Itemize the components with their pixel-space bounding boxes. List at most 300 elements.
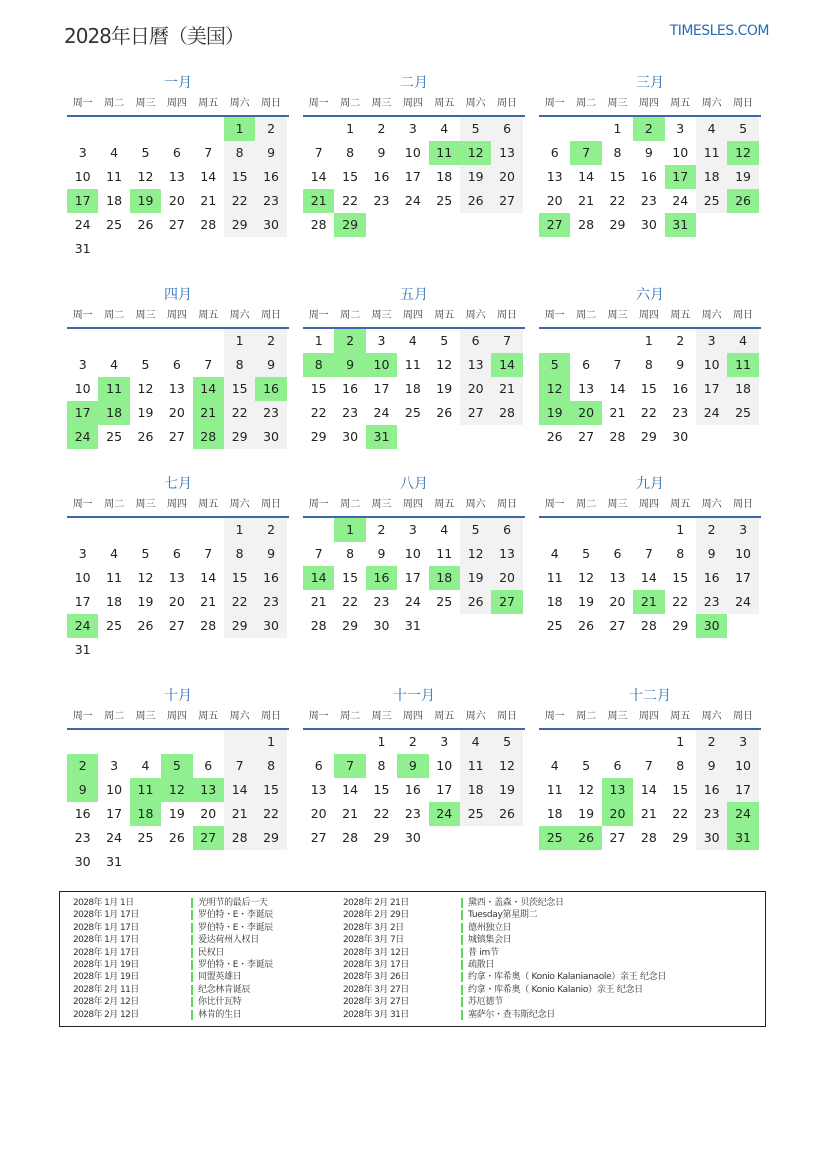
day-cell: 8 [224, 141, 255, 165]
day-cell: 9 [334, 353, 365, 377]
day-cell: 1 [676, 522, 685, 537]
day-cell: 6 [582, 357, 591, 372]
day-cell: 5 [440, 333, 449, 348]
day-cell: 12 [137, 570, 154, 585]
day-cell: 28 [609, 429, 626, 444]
empty-day-cell [67, 329, 98, 353]
day-cell: 11 [546, 570, 563, 585]
week-row [67, 237, 289, 261]
day-cell: 21 [633, 590, 664, 614]
day-cell: 2 [696, 730, 727, 754]
day-cell: 4 [696, 117, 727, 141]
month-calendar [539, 686, 761, 850]
empty-day-cell [67, 117, 98, 141]
day-cell: 25 [137, 830, 154, 845]
day-cell: 29 [609, 217, 626, 232]
day-cell: 15 [224, 165, 255, 189]
holiday-name: 约拿・库希奥（ Konio Kalanio）亲王 纪念日 [468, 984, 643, 995]
month-title: 八月 [400, 476, 428, 492]
day-cell: 15 [609, 169, 626, 184]
empty-day-cell [570, 117, 601, 141]
empty-day-cell [161, 850, 192, 874]
day-cell: 25 [539, 826, 570, 850]
week-row [539, 165, 761, 189]
day-cell: 18 [106, 193, 123, 208]
weekday-header [67, 706, 289, 730]
day-cell: 10 [404, 546, 421, 561]
holiday-item [343, 984, 666, 996]
day-cell: 27 [460, 401, 491, 425]
day-cell: 21 [342, 806, 359, 821]
weekday-label: 周二 [576, 499, 597, 510]
day-cell: 6 [491, 117, 522, 141]
day-cell: 28 [310, 618, 327, 633]
weekday-label: 周五 [198, 499, 219, 510]
day-cell: 10 [436, 758, 453, 773]
holiday-name: 约拿・库希奥（ Konio Kalanianaole）亲王 纪念日 [468, 972, 667, 983]
day-cell: 27 [578, 429, 595, 444]
holiday-marker [461, 985, 463, 995]
day-cell: 2 [255, 329, 286, 353]
week-row [67, 353, 289, 377]
holiday-item [343, 922, 666, 934]
holiday-marker [191, 972, 193, 982]
weekday-header [539, 494, 761, 518]
empty-day-cell [696, 213, 727, 237]
day-cell: 4 [550, 758, 559, 773]
day-cell: 22 [224, 189, 255, 213]
day-cell: 3 [696, 329, 727, 353]
day-cell: 23 [74, 830, 91, 845]
day-cell: 12 [460, 542, 491, 566]
day-cell: 11 [130, 778, 161, 802]
day-cell: 15 [310, 381, 327, 396]
day-cell: 14 [310, 169, 327, 184]
day-cell: 10 [74, 381, 91, 396]
week-row [67, 329, 289, 353]
day-cell: 2 [67, 754, 98, 778]
day-cell: 8 [255, 754, 286, 778]
week-row [303, 778, 525, 802]
day-cell: 18 [404, 381, 421, 396]
holiday-name: 林肯的生日 [198, 1009, 242, 1020]
day-cell: 11 [106, 169, 123, 184]
day-cell: 3 [110, 758, 119, 773]
day-cell: 11 [696, 141, 727, 165]
day-cell: 10 [727, 542, 758, 566]
day-cell: 1 [224, 117, 255, 141]
holiday-name: 光明节的最后一天 [198, 898, 268, 908]
day-cell: 12 [539, 377, 570, 401]
day-cell: 24 [727, 802, 758, 826]
empty-day-cell [366, 213, 397, 237]
weekday-label: 周四 [402, 499, 423, 510]
holiday-list [59, 891, 766, 1027]
empty-day-cell [193, 638, 224, 662]
day-cell: 6 [613, 546, 622, 561]
day-cell: 17 [665, 165, 696, 189]
week-row [539, 802, 761, 826]
day-cell: 18 [106, 594, 123, 609]
day-cell: 10 [366, 353, 397, 377]
empty-day-cell [334, 730, 365, 754]
day-cell: 29 [373, 830, 390, 845]
day-cell: 19 [137, 405, 154, 420]
day-cell: 12 [460, 141, 491, 165]
day-cell: 24 [672, 193, 689, 208]
month-calendar [303, 73, 525, 237]
week-row [539, 141, 761, 165]
week-row [303, 614, 525, 638]
day-cell: 5 [460, 117, 491, 141]
weekday-label: 周六 [465, 310, 486, 321]
day-cell: 18 [98, 401, 129, 425]
day-cell: 7 [204, 145, 213, 160]
week-row [539, 377, 761, 401]
holiday-item [73, 959, 273, 971]
weekday-label: 周四 [638, 98, 659, 109]
day-cell: 19 [578, 594, 595, 609]
day-cell: 31 [106, 854, 123, 869]
day-cell: 16 [672, 381, 689, 396]
day-cell: 5 [141, 145, 150, 160]
day-cell: 23 [696, 802, 727, 826]
day-cell: 14 [303, 566, 334, 590]
day-cell: 20 [491, 566, 522, 590]
month-title: 二月 [400, 75, 428, 91]
day-cell: 13 [168, 381, 185, 396]
day-cell: 12 [137, 169, 154, 184]
day-cell: 19 [130, 189, 161, 213]
month-calendar [67, 474, 289, 662]
empty-day-cell [130, 117, 161, 141]
empty-day-cell [491, 614, 522, 638]
holiday-marker [461, 898, 463, 908]
weekday-label: 周日 [261, 711, 282, 722]
day-cell: 18 [546, 594, 563, 609]
week-row [539, 542, 761, 566]
empty-day-cell [193, 117, 224, 141]
week-row [67, 730, 289, 754]
day-cell: 11 [727, 353, 758, 377]
week-row [67, 189, 289, 213]
weekday-label: 周四 [402, 711, 423, 722]
day-cell: 5 [727, 117, 758, 141]
weekday-label: 周日 [733, 310, 754, 321]
day-cell: 30 [640, 217, 657, 232]
day-cell: 29 [672, 830, 689, 845]
week-row [303, 425, 525, 449]
week-row [539, 566, 761, 590]
day-cell: 4 [440, 121, 449, 136]
weekday-label: 周五 [434, 499, 455, 510]
empty-day-cell [429, 826, 460, 850]
day-cell: 17 [727, 778, 758, 802]
day-cell: 27 [193, 826, 224, 850]
day-cell: 4 [550, 546, 559, 561]
day-cell: 9 [397, 754, 428, 778]
weekday-label: 周五 [434, 98, 455, 109]
day-cell: 30 [404, 830, 421, 845]
week-row [303, 141, 525, 165]
weekday-label: 周一 [72, 98, 93, 109]
holiday-item [73, 922, 273, 934]
holiday-name: 罗伯特・E・李诞辰 [198, 922, 273, 933]
day-cell: 17 [106, 806, 123, 821]
day-cell: 26 [137, 618, 154, 633]
day-cell: 21 [609, 405, 626, 420]
day-cell: 10 [74, 169, 91, 184]
empty-day-cell [130, 329, 161, 353]
day-cell: 17 [436, 782, 453, 797]
empty-day-cell [303, 117, 334, 141]
day-cell: 19 [436, 381, 453, 396]
day-cell: 3 [676, 121, 685, 136]
day-cell: 8 [303, 353, 334, 377]
weekday-label: 周六 [465, 499, 486, 510]
week-row [67, 117, 289, 141]
day-cell: 22 [609, 193, 626, 208]
day-cell: 3 [377, 333, 386, 348]
weekday-label: 周一 [308, 711, 329, 722]
holiday-list-left [73, 897, 273, 1021]
holiday-name: 你比什瓦特 [198, 997, 242, 1008]
empty-day-cell [130, 518, 161, 542]
week-row [539, 189, 761, 213]
day-cell: 13 [168, 570, 185, 585]
weekday-label: 周六 [701, 499, 722, 510]
weekday-label: 周一 [308, 98, 329, 109]
empty-day-cell [161, 237, 192, 261]
holiday-date: 2028年 1月 19日 [73, 972, 139, 983]
day-cell: 27 [539, 213, 570, 237]
holiday-marker [461, 972, 463, 982]
weekday-label: 周四 [166, 98, 187, 109]
day-cell: 26 [137, 217, 154, 232]
day-cell: 28 [640, 618, 657, 633]
holiday-marker [191, 898, 193, 908]
day-cell: 1 [314, 333, 323, 348]
day-cell: 17 [373, 381, 390, 396]
day-cell: 24 [74, 217, 91, 232]
weekday-label: 周五 [198, 98, 219, 109]
day-cell: 9 [644, 145, 653, 160]
weekday-label: 周一 [544, 499, 565, 510]
day-cell: 20 [602, 802, 633, 826]
weekday-label: 周三 [135, 499, 156, 510]
day-cell: 2 [255, 117, 286, 141]
day-cell: 25 [106, 618, 123, 633]
holiday-name: 塞萨尔・查韦斯纪念日 [468, 1009, 556, 1020]
day-cell: 27 [609, 618, 626, 633]
day-cell: 24 [67, 614, 98, 638]
day-cell: 15 [672, 570, 689, 585]
holiday-name: 城镇集会日 [468, 935, 512, 946]
day-cell: 23 [255, 401, 286, 425]
day-cell: 11 [436, 546, 453, 561]
week-row [303, 590, 525, 614]
day-cell: 5 [491, 730, 522, 754]
day-cell: 2 [377, 121, 386, 136]
week-row [303, 377, 525, 401]
empty-day-cell [224, 638, 255, 662]
day-cell: 29 [334, 213, 365, 237]
empty-day-cell [303, 518, 334, 542]
day-cell: 1 [644, 333, 653, 348]
empty-day-cell [193, 329, 224, 353]
weekday-header [67, 494, 289, 518]
day-cell: 26 [436, 405, 453, 420]
week-row [67, 566, 289, 590]
empty-day-cell [633, 518, 664, 542]
weekday-label: 周一 [72, 310, 93, 321]
day-cell: 9 [377, 145, 386, 160]
day-cell: 25 [546, 618, 563, 633]
empty-day-cell [224, 850, 255, 874]
day-cell: 19 [460, 566, 491, 590]
brand-logo-text[interactable]: TIMESLES.COM [669, 23, 769, 39]
day-cell: 13 [578, 381, 595, 396]
empty-day-cell [193, 730, 224, 754]
holiday-name: 罗伯特・E・李诞辰 [198, 910, 273, 921]
week-row [67, 614, 289, 638]
week-row [303, 329, 525, 353]
day-cell: 29 [224, 425, 255, 449]
day-cell: 20 [491, 165, 522, 189]
holiday-item [343, 996, 666, 1008]
day-cell: 15 [342, 169, 359, 184]
day-cell: 21 [303, 189, 334, 213]
day-cell: 8 [676, 758, 685, 773]
day-cell: 6 [314, 758, 323, 773]
day-cell: 29 [224, 213, 255, 237]
day-cell: 7 [224, 754, 255, 778]
holiday-date: 2028年 1月 17日 [73, 910, 139, 921]
day-cell: 22 [640, 405, 657, 420]
day-cell: 16 [696, 778, 727, 802]
holiday-date: 2028年 2月 29日 [343, 910, 409, 921]
holiday-date: 2028年 3月 2日 [343, 922, 404, 933]
day-cell: 23 [640, 193, 657, 208]
day-cell: 30 [255, 425, 286, 449]
day-cell: 24 [696, 401, 727, 425]
month-title: 七月 [164, 476, 192, 492]
weekday-label: 周二 [104, 310, 125, 321]
day-cell: 6 [172, 145, 181, 160]
weekday-header [539, 305, 761, 329]
empty-day-cell [224, 237, 255, 261]
weekday-label: 周六 [229, 310, 250, 321]
day-cell: 29 [342, 618, 359, 633]
empty-day-cell [539, 518, 570, 542]
holiday-date: 2028年 1月 19日 [73, 959, 139, 970]
month-calendar [303, 686, 525, 850]
month-calendar [303, 474, 525, 638]
day-cell: 7 [334, 754, 365, 778]
day-cell: 14 [609, 381, 626, 396]
holiday-name: 民权日 [198, 947, 225, 958]
day-cell: 21 [640, 806, 657, 821]
day-cell: 9 [67, 778, 98, 802]
day-cell: 25 [404, 405, 421, 420]
day-cell: 20 [168, 193, 185, 208]
day-cell: 10 [727, 754, 758, 778]
day-cell: 22 [373, 806, 390, 821]
day-cell: 5 [161, 754, 192, 778]
empty-day-cell [429, 213, 460, 237]
holiday-marker [461, 935, 463, 945]
weekday-label: 周三 [135, 98, 156, 109]
day-cell: 14 [491, 353, 522, 377]
day-cell: 23 [255, 189, 286, 213]
month-title: 一月 [164, 75, 192, 91]
day-cell: 18 [546, 806, 563, 821]
weekday-label: 周日 [733, 98, 754, 109]
day-cell: 20 [168, 405, 185, 420]
day-cell: 19 [727, 165, 758, 189]
day-cell: 8 [346, 145, 355, 160]
week-row [303, 802, 525, 826]
day-cell: 26 [570, 826, 601, 850]
day-cell: 19 [137, 594, 154, 609]
day-cell: 22 [255, 802, 286, 826]
day-cell: 4 [110, 357, 119, 372]
empty-day-cell [161, 117, 192, 141]
day-cell: 13 [460, 353, 491, 377]
weekday-label: 周日 [733, 499, 754, 510]
day-cell: 9 [696, 754, 727, 778]
day-cell: 1 [224, 518, 255, 542]
weekday-label: 周五 [670, 711, 691, 722]
weekday-label: 周一 [308, 499, 329, 510]
day-cell: 29 [310, 429, 327, 444]
day-cell: 30 [342, 429, 359, 444]
day-cell: 28 [640, 830, 657, 845]
weekday-label: 周五 [434, 711, 455, 722]
week-row [67, 377, 289, 401]
empty-day-cell [98, 117, 129, 141]
day-cell: 17 [727, 566, 758, 590]
day-cell: 7 [491, 329, 522, 353]
month-calendar [539, 285, 761, 449]
day-cell: 8 [377, 758, 386, 773]
day-cell: 26 [727, 189, 758, 213]
holiday-item [343, 909, 666, 921]
weekday-label: 周日 [261, 98, 282, 109]
empty-day-cell [397, 213, 428, 237]
weekday-header [539, 706, 761, 730]
day-cell: 26 [546, 429, 563, 444]
day-cell: 27 [491, 189, 522, 213]
empty-day-cell [491, 826, 522, 850]
day-cell: 18 [696, 165, 727, 189]
holiday-item [343, 897, 666, 909]
week-row [303, 518, 525, 542]
empty-day-cell [460, 826, 491, 850]
day-cell: 24 [404, 594, 421, 609]
day-cell: 25 [436, 594, 453, 609]
day-cell: 10 [74, 570, 91, 585]
day-cell: 9 [255, 542, 286, 566]
day-cell: 30 [696, 826, 727, 850]
weekday-label: 周日 [497, 499, 518, 510]
holiday-marker [461, 910, 463, 920]
day-cell: 5 [460, 518, 491, 542]
weekday-label: 周三 [607, 499, 628, 510]
day-cell: 23 [342, 405, 359, 420]
week-row [539, 518, 761, 542]
weekday-header [67, 305, 289, 329]
